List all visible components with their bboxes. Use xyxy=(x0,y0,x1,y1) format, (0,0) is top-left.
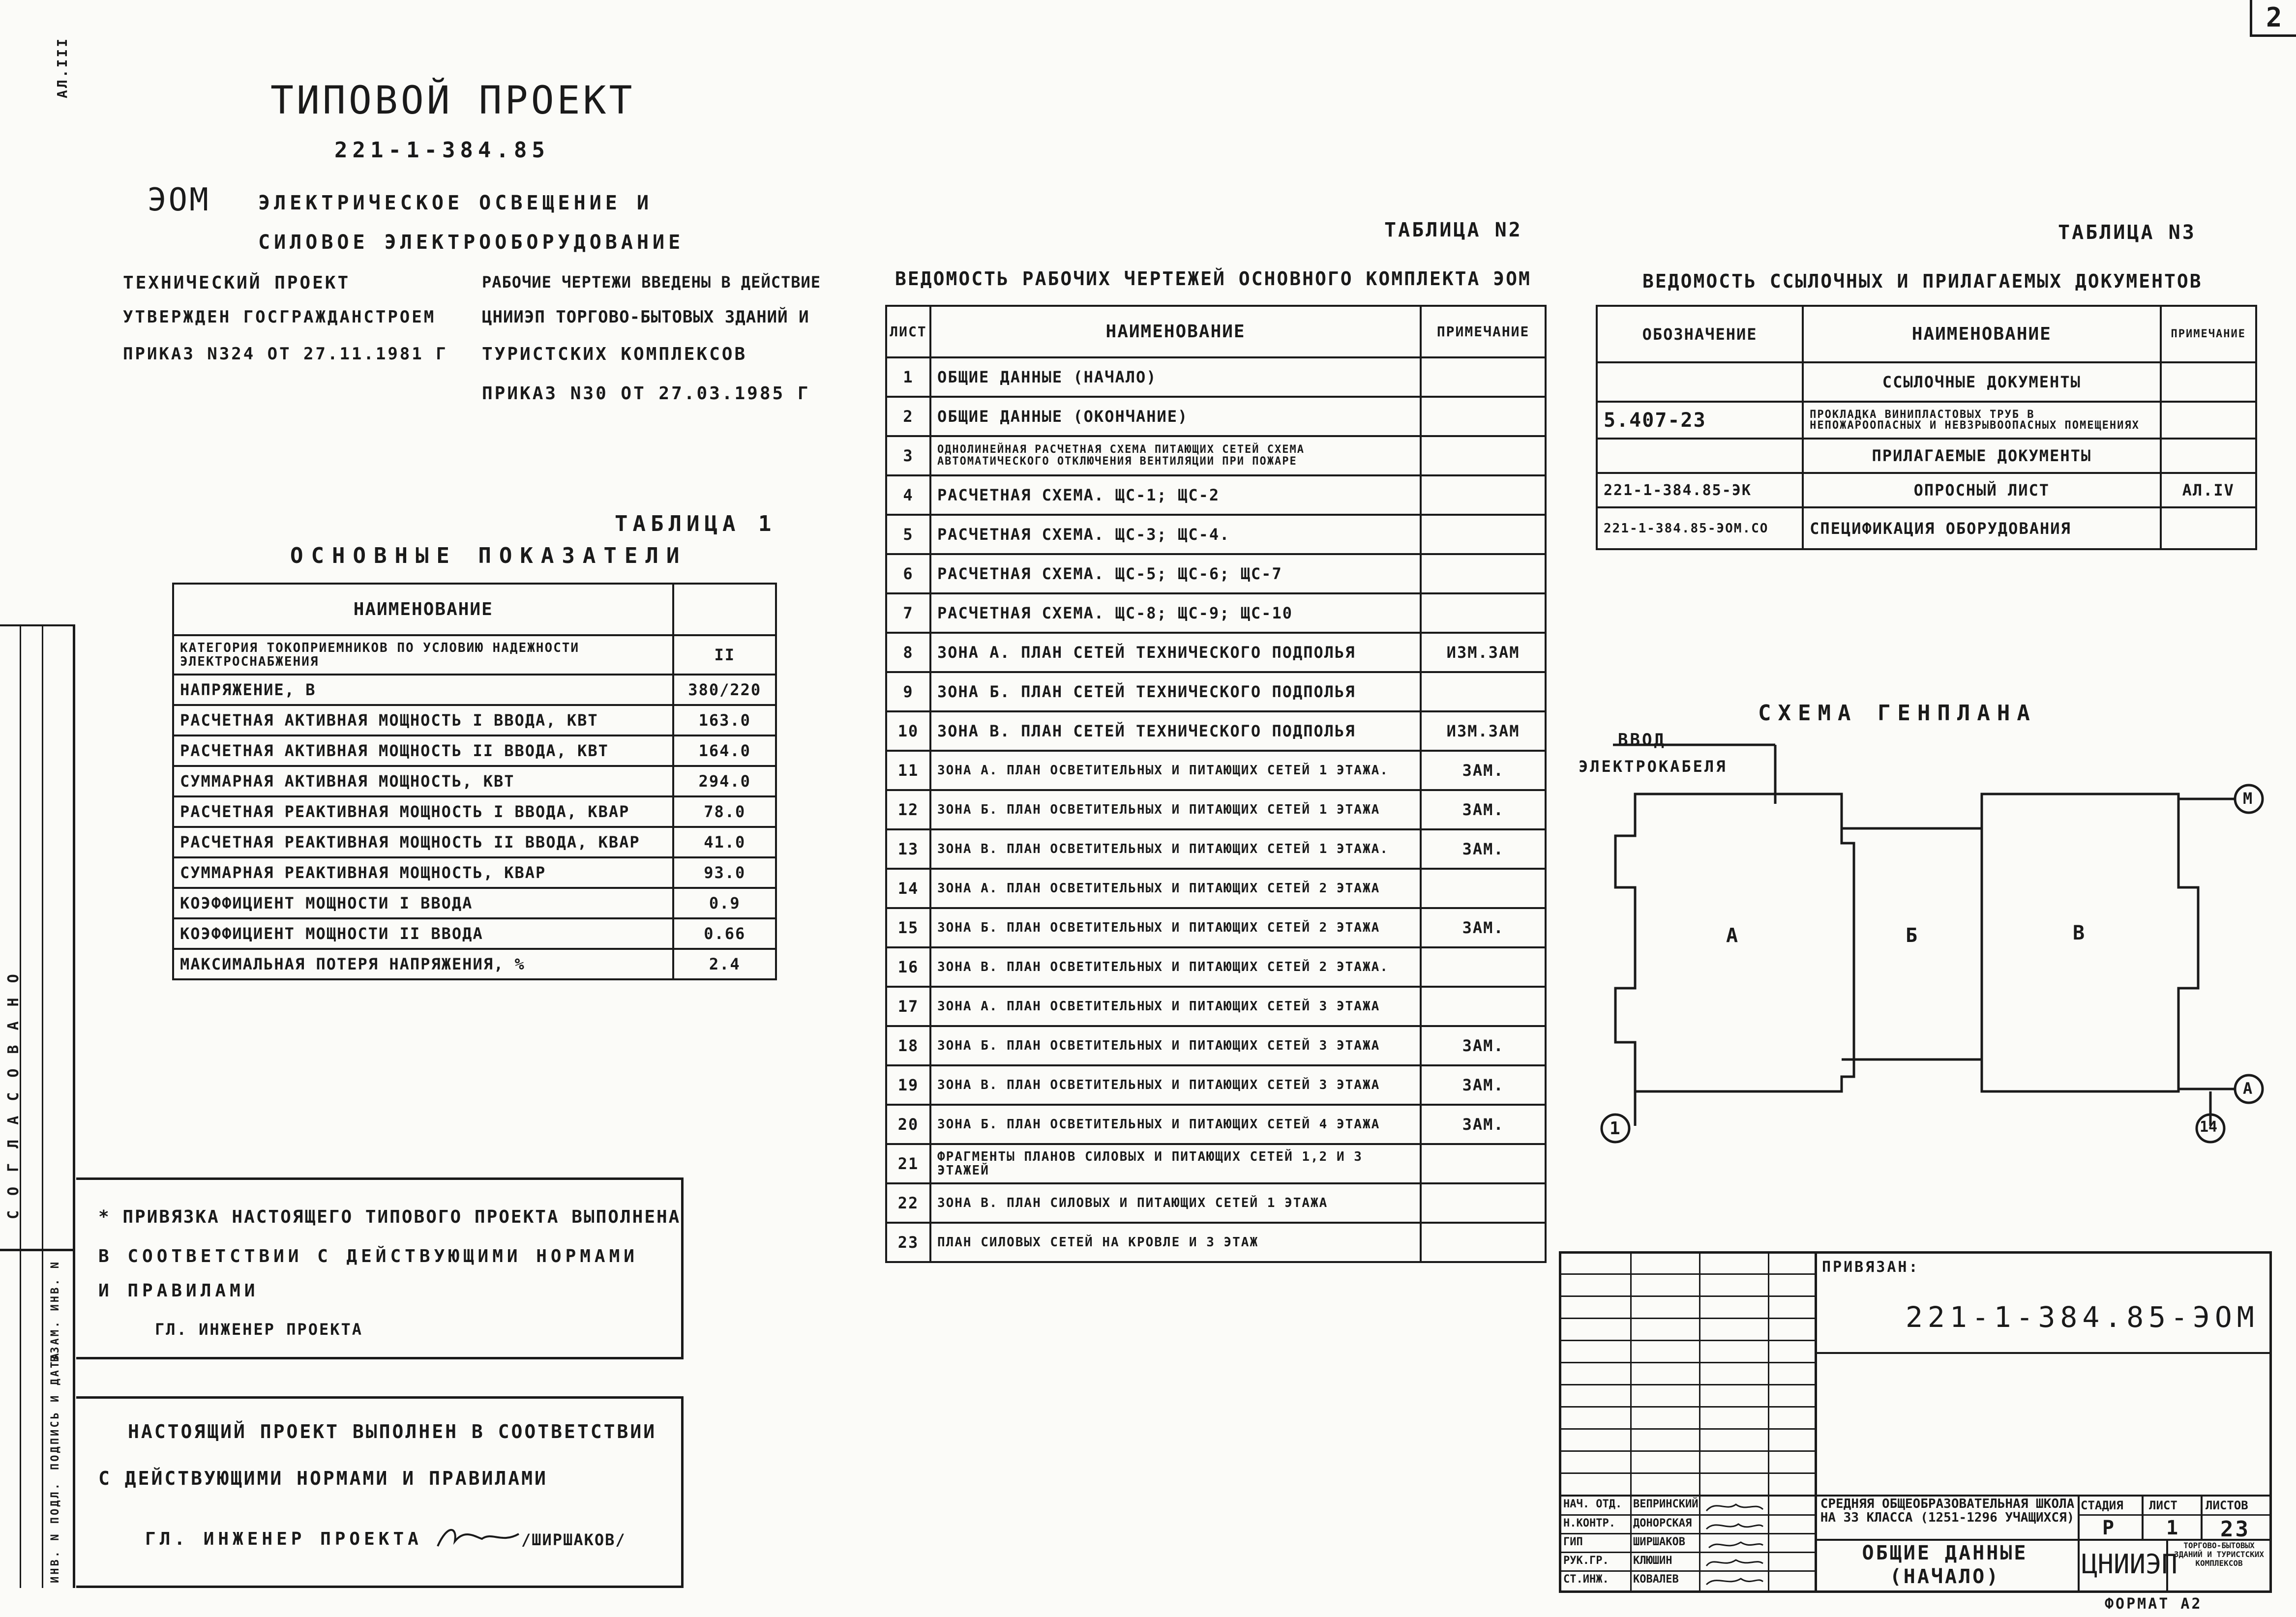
table2-row-note xyxy=(1421,515,1546,554)
project-code: 221-1-384.85 xyxy=(334,138,550,163)
table1-header: НАИМЕНОВАНИЕ xyxy=(173,584,673,635)
table3-att-code: 221-1-384.85-ЭОМ.СО xyxy=(1597,507,1803,549)
table2-row-name: ФРАГМЕНТЫ ПЛАНОВ СИЛОВЫХ И ПИТАЮЩИХ СЕТЕЙ 1,2 И 3 ЭТАЖЕЙ xyxy=(930,1144,1421,1183)
table2-row-note xyxy=(1421,554,1546,593)
table2-row-note: ЗАМ. xyxy=(1421,1065,1546,1105)
table2-header-note: ПРИМЕЧАНИЕ xyxy=(1421,306,1546,357)
note-line-3: И ПРАВИЛАМИ xyxy=(98,1281,259,1301)
table2 xyxy=(885,305,1547,1263)
table2-row-note: ЗАМ. xyxy=(1421,751,1546,790)
table2-row-name: РАСЧЕТНАЯ СХЕМА. ЩС-3; ЩС-4. xyxy=(930,515,1421,554)
table2-row-name: ЗОНА Б. ПЛАН ОСВЕТИТЕЛЬНЫХ И ПИТАЮЩИХ СЕТЕЙ 4 ЭТАЖА xyxy=(930,1105,1421,1144)
table3-att-note xyxy=(2161,507,2256,549)
note-box xyxy=(76,1177,684,1359)
table2-row-sheet: 5 xyxy=(886,515,930,554)
drawings-line-1: РАБОЧИЕ ЧЕРТЕЖИ ВВЕДЕНЫ В ДЕЙСТВИЕ xyxy=(482,273,821,292)
table2-row-sheet: 23 xyxy=(886,1223,930,1262)
table2-row-sheet: 15 xyxy=(886,908,930,947)
table2-row-sheet: 7 xyxy=(886,593,930,633)
table2-row-sheet: 3 xyxy=(886,436,930,475)
table2-row-note: ЗАМ. xyxy=(1421,829,1546,869)
table2-row-name: РАСЧЕТНАЯ СХЕМА. ЩС-5; ЩС-6; ЩС-7 xyxy=(930,554,1421,593)
table2-row-name: ЗОНА А. ПЛАН ОСВЕТИТЕЛЬНЫХ И ПИТАЮЩИХ СЕТЕЙ 2 ЭТАЖА xyxy=(930,869,1421,908)
table1-row-value: 163.0 xyxy=(673,705,776,735)
bound-label: ПРИВЯЗАН: xyxy=(1822,1259,1920,1276)
table2-row-note xyxy=(1421,672,1546,711)
table3 xyxy=(1596,305,2257,550)
doc-code: 221-1-384.85-ЭОМ xyxy=(1906,1300,2259,1334)
sheet-header: ЛИСТ xyxy=(2149,1499,2177,1512)
title-block xyxy=(1559,1251,2272,1593)
axis-label-a: А xyxy=(2243,1079,2255,1098)
input-label-2: ЭЛЕКТРОКАБЕЛЯ xyxy=(1579,757,1728,776)
table2-row-name: ОБЩИЕ ДАННЫЕ (НАЧАЛО) xyxy=(930,357,1421,397)
table2-row-note: ЗАМ. xyxy=(1421,790,1546,829)
table2-row-name: ЗОНА Б. ПЛАН ОСВЕТИТЕЛЬНЫХ И ПИТАЮЩИХ СЕТЕЙ 2 ЭТАЖА xyxy=(930,908,1421,947)
table2-row-sheet: 19 xyxy=(886,1065,930,1105)
table2-row-name: ЗОНА Б. ПЛАН СЕТЕЙ ТЕХНИЧЕСКОГО ПОДПОЛЬЯ xyxy=(930,672,1421,711)
table1-row-name: КОЭФФИЦИЕНТ МОЩНОСТИ II ВВОДА xyxy=(173,918,673,949)
sheets-value: 23 xyxy=(2220,1517,2250,1542)
table1-row-name: СУММАРНАЯ АКТИВНАЯ МОЩНОСТЬ, КВТ xyxy=(173,766,673,796)
table1-row-value: 0.66 xyxy=(673,918,776,949)
axis-label-1: 1 xyxy=(1610,1118,1622,1139)
table2-row-sheet: 10 xyxy=(886,711,930,751)
tech-project-line-2: УТВЕРЖДЕН ГОСГРАЖДАНСТРОЕМ xyxy=(123,307,436,327)
table2-row-sheet: 13 xyxy=(886,829,930,869)
section-code: ЭОМ xyxy=(148,182,210,218)
table1-row-value: 93.0 xyxy=(673,857,776,888)
table2-row-name: ЗОНА А. ПЛАН СЕТЕЙ ТЕХНИЧЕСКОГО ПОДПОЛЬЯ xyxy=(930,633,1421,672)
table3-ref-note xyxy=(2161,402,2256,439)
compliance-signer: ГЛ. ИНЖЕНЕР ПРОЕКТА xyxy=(145,1529,422,1549)
table2-row-sheet: 1 xyxy=(886,357,930,397)
table2-row-name: ЗОНА В. ПЛАН СЕТЕЙ ТЕХНИЧЕСКОГО ПОДПОЛЬЯ xyxy=(930,711,1421,751)
note-line-2: В СООТВЕТСТВИИ С ДЕЙСТВУЮЩИМИ НОРМАМИ xyxy=(98,1246,638,1266)
table1-row-value: 41.0 xyxy=(673,827,776,857)
left-strip xyxy=(0,624,74,1588)
table2-row-sheet: 22 xyxy=(886,1183,930,1223)
table2-row-name: ЗОНА Б. ПЛАН ОСВЕТИТЕЛЬНЫХ И ПИТАЮЩИХ СЕТЕЙ 3 ЭТАЖА xyxy=(930,1026,1421,1065)
table1-row-name: КАТЕГОРИЯ ТОКОПРИЕМНИКОВ ПО УСЛОВИЮ НАДЕЖНОСТИ ЭЛЕКТРОСНАБЖЕНИЯ xyxy=(173,635,673,675)
table1-row-name: НАПРЯЖЕНИЕ, В xyxy=(173,675,673,705)
table2-row-sheet: 6 xyxy=(886,554,930,593)
axis-label-14: 14 xyxy=(2200,1118,2218,1136)
table3-ref-name: ПРОКЛАДКА ВИНИПЛАСТОВЫХ ТРУБ В НЕПОЖАРООПАСНЫХ И НЕВЗРЫВООПАСНЫХ ПОМЕЩЕНИЯХ xyxy=(1803,402,2160,439)
table2-row-sheet: 14 xyxy=(886,869,930,908)
block-label-b: Б xyxy=(1906,924,1920,947)
table2-caption: ВЕДОМОСТЬ РАБОЧИХ ЧЕРТЕЖЕЙ ОСНОВНОГО КОМПЛЕКТА ЭОМ xyxy=(895,268,1531,290)
table1-row-value: 380/220 xyxy=(673,675,776,705)
table2-row-name: ЗОНА В. ПЛАН СИЛОВЫХ И ПИТАЮЩИХ СЕТЕЙ 1 ЭТАЖА xyxy=(930,1183,1421,1223)
table2-row-note: ЗАМ. xyxy=(1421,1026,1546,1065)
site-plan-title: СХЕМА ГЕНПЛАНА xyxy=(1758,701,2037,726)
person-role: СТ.ИНЖ. xyxy=(1563,1573,1609,1586)
table1-row-value: 294.0 xyxy=(673,766,776,796)
sheet-title: ОБЩИЕ ДАННЫЕ (НАЧАЛО) xyxy=(1862,1542,2028,1588)
block-label-a: А xyxy=(1726,924,1740,947)
table2-row-note xyxy=(1421,869,1546,908)
block-label-c: В xyxy=(2073,922,2087,944)
table3-section-att: ПРИЛАГАЕМЫЕ ДОКУМЕНТЫ xyxy=(1803,439,2160,473)
table3-att-code: 221-1-384.85-ЭК xyxy=(1597,473,1803,507)
strip-label-sign: ПОДПИСЬ И ДАТА xyxy=(49,1351,61,1470)
org-name: ЦНИИЭП xyxy=(2082,1549,2178,1580)
table1-row-name: СУММАРНАЯ РЕАКТИВНАЯ МОЩНОСТЬ, КВАР xyxy=(173,857,673,888)
sheet-number: 2 xyxy=(2266,2,2284,33)
table1-row-name: РАСЧЕТНАЯ РЕАКТИВНАЯ МОЩНОСТЬ I ВВОДА, КВАР xyxy=(173,796,673,827)
person-role: ГИП xyxy=(1563,1536,1583,1548)
strip-label-inv: ИНВ. N ПОДЛ. xyxy=(49,1481,61,1583)
person-name: КЛЮШИН xyxy=(1633,1555,1672,1567)
table2-row-sheet: 8 xyxy=(886,633,930,672)
table3-att-note: АЛ.IV xyxy=(2161,473,2256,507)
table1-row-value: 0.9 xyxy=(673,888,776,918)
table2-row-sheet: 12 xyxy=(886,790,930,829)
sheet-number-box xyxy=(2250,0,2296,37)
site-plan-drawing xyxy=(1588,737,2277,1155)
table2-row-sheet: 11 xyxy=(886,751,930,790)
input-label-1: ВВОД xyxy=(1618,730,1666,750)
table2-row-note: ИЗМ.ЗАМ xyxy=(1421,633,1546,672)
table2-row-note xyxy=(1421,357,1546,397)
table3-att-name: СПЕЦИФИКАЦИЯ ОБОРУДОВАНИЯ xyxy=(1803,507,2160,549)
person-role: НАЧ. ОТД. xyxy=(1563,1498,1622,1510)
person-name: КОВАЛЕВ xyxy=(1633,1573,1679,1586)
table2-row-name: ЗОНА Б. ПЛАН ОСВЕТИТЕЛЬНЫХ И ПИТАЮЩИХ СЕТЕЙ 1 ЭТАЖА xyxy=(930,790,1421,829)
signature-shirshakov xyxy=(435,1519,524,1558)
person-name: ВЕПРИНСКИЙ xyxy=(1633,1498,1699,1510)
sheets-header: ЛИСТОВ xyxy=(2206,1499,2248,1512)
table2-row-sheet: 17 xyxy=(886,987,930,1026)
note-line-1: * ПРИВЯЗКА НАСТОЯЩЕГО ТИПОВОГО ПРОЕКТА ВЫПОЛНЕНА xyxy=(98,1207,681,1227)
table1 xyxy=(172,583,777,980)
table2-row-name: ЗОНА В. ПЛАН ОСВЕТИТЕЛЬНЫХ И ПИТАЮЩИХ СЕТЕЙ 2 ЭТАЖА. xyxy=(930,947,1421,987)
table2-row-note xyxy=(1421,1183,1546,1223)
table2-row-name: ПЛАН СИЛОВЫХ СЕТЕЙ НА КРОВЛЕ И 3 ЭТАЖ xyxy=(930,1223,1421,1262)
table3-header-note: ПРИМЕЧАНИЕ xyxy=(2161,306,2256,362)
table2-row-name: ЗОНА В. ПЛАН ОСВЕТИТЕЛЬНЫХ И ПИТАЮЩИХ СЕТЕЙ 1 ЭТАЖА. xyxy=(930,829,1421,869)
table2-row-note: ИЗМ.ЗАМ xyxy=(1421,711,1546,751)
table3-caption: ВЕДОМОСТЬ ССЫЛОЧНЫХ И ПРИЛАГАЕМЫХ ДОКУМЕНТОВ xyxy=(1642,270,2203,292)
table2-row-sheet: 2 xyxy=(886,397,930,436)
sheet-ref: АЛ.III xyxy=(54,36,70,98)
compliance-signer-name: /ШИРШАКОВ/ xyxy=(521,1530,626,1549)
table3-att-name: ОПРОСНЫЙ ЛИСТ xyxy=(1803,473,2160,507)
table1-row-name: КОЭФФИЦИЕНТ МОЩНОСТИ I ВВОДА xyxy=(173,888,673,918)
object-name: СРЕДНЯЯ ОБЩЕОБРАЗОВАТЕЛЬНАЯ ШКОЛА НА 33 КЛАССА (1251-1296 УЧАЩИХСЯ) xyxy=(1820,1497,2075,1525)
table2-row-note xyxy=(1421,947,1546,987)
table2-row-note: ЗАМ. xyxy=(1421,1105,1546,1144)
table1-row-value: 78.0 xyxy=(673,796,776,827)
compliance-box xyxy=(76,1396,684,1588)
table2-row-sheet: 20 xyxy=(886,1105,930,1144)
building-block-c xyxy=(1982,794,2198,1091)
table1-caption: ОСНОВНЫЕ ПОКАЗАТЕЛИ xyxy=(290,543,687,568)
table1-row-value: 164.0 xyxy=(673,735,776,766)
table2-row-name: ОДНОЛИНЕЙНАЯ РАСЧЕТНАЯ СХЕМА ПИТАЮЩИХ СЕТЕЙ СХЕМА АВТОМАТИЧЕСКОГО ОТКЛЮЧЕНИЯ ВЕНТИЛЯЦИИ ПРИ ПОЖАРЕ xyxy=(930,436,1421,475)
agreed-label: СОГЛАСОВАНО xyxy=(5,959,22,1219)
table2-row-name: ЗОНА А. ПЛАН ОСВЕТИТЕЛЬНЫХ И ПИТАЮЩИХ СЕТЕЙ 3 ЭТАЖА xyxy=(930,987,1421,1026)
table2-row-note xyxy=(1421,436,1546,475)
table1-row-name: МАКСИМАЛЬНАЯ ПОТЕРЯ НАПРЯЖЕНИЯ, % xyxy=(173,949,673,979)
table3-header-name: НАИМЕНОВАНИЕ xyxy=(1803,306,2160,362)
axis-label-m: М xyxy=(2243,789,2255,808)
table2-row-note xyxy=(1421,593,1546,633)
format-label: ФОРМАТ А2 xyxy=(2105,1595,2203,1613)
table1-row-value: II xyxy=(673,635,776,675)
drawings-line-3: ТУРИСТСКИХ КОМПЛЕКСОВ xyxy=(482,344,747,364)
compliance-line-2: С ДЕЙСТВУЮЩИМИ НОРМАМИ И ПРАВИЛАМИ xyxy=(98,1468,548,1489)
table3-section-ref: ССЫЛОЧНЫЕ ДОКУМЕНТЫ xyxy=(1803,362,2160,402)
table1-row-value: 2.4 xyxy=(673,949,776,979)
table2-row-note xyxy=(1421,1144,1546,1183)
table2-row-name: ЗОНА А. ПЛАН ОСВЕТИТЕЛЬНЫХ И ПИТАЮЩИХ СЕТЕЙ 1 ЭТАЖА. xyxy=(930,751,1421,790)
table1-label: ТАБЛИЦА 1 xyxy=(615,511,776,536)
note-signer: ГЛ. ИНЖЕНЕР ПРОЕКТА xyxy=(155,1320,363,1339)
table3-label: ТАБЛИЦА N3 xyxy=(2058,221,2196,244)
person-role: РУК.ГР. xyxy=(1563,1555,1609,1567)
person-role: Н.КОНТР. xyxy=(1563,1517,1615,1529)
table2-row-sheet: 16 xyxy=(886,947,930,987)
table2-row-sheet: 9 xyxy=(886,672,930,711)
stage-header: СТАДИЯ xyxy=(2081,1499,2123,1512)
table2-row-sheet: 18 xyxy=(886,1026,930,1065)
drawings-line-4: ПРИКАЗ N30 ОТ 27.03.1985 Г xyxy=(482,383,810,404)
drawings-line-2: ЦНИИЭП ТОРГОВО-БЫТОВЫХ ЗДАНИЙ И xyxy=(482,307,809,327)
table2-row-name: ЗОНА В. ПЛАН ОСВЕТИТЕЛЬНЫХ И ПИТАЮЩИХ СЕТЕЙ 3 ЭТАЖА xyxy=(930,1065,1421,1105)
person-name: ШИРШАКОВ xyxy=(1633,1536,1685,1548)
table2-row-note xyxy=(1421,1223,1546,1262)
tech-project-line-3: ПРИКАЗ N324 ОТ 27.11.1981 Г xyxy=(123,344,448,364)
signatures xyxy=(1701,1497,1765,1590)
stage-value: Р xyxy=(2102,1517,2117,1539)
table1-row-name: РАСЧЕТНАЯ РЕАКТИВНАЯ МОЩНОСТЬ II ВВОДА, КВАР xyxy=(173,827,673,857)
compliance-line-1: НАСТОЯЩИЙ ПРОЕКТ ВЫПОЛНЕН В СООТВЕТСТВИИ xyxy=(128,1421,657,1442)
org-subtitle: ТОРГОВО-БЫТОВЫХ ЗДАНИЙ И ТУРИСТСКИХ КОМПЛЕКСОВ xyxy=(2174,1541,2265,1568)
table2-header-name: НАИМЕНОВАНИЕ xyxy=(930,306,1421,357)
table2-row-name: РАСЧЕТНАЯ СХЕМА. ЩС-8; ЩС-9; ЩС-10 xyxy=(930,593,1421,633)
table2-header-sheet: ЛИСТ xyxy=(886,306,930,357)
section-line-2: СИЛОВОЕ ЭЛЕКТРООБОРУДОВАНИЕ xyxy=(258,231,685,254)
table3-ref-code: 5.407-23 xyxy=(1597,402,1803,439)
table2-row-name: РАСЧЕТНАЯ СХЕМА. ЩС-1; ЩС-2 xyxy=(930,475,1421,515)
table1-row-name: РАСЧЕТНАЯ АКТИВНАЯ МОЩНОСТЬ II ВВОДА, КВТ xyxy=(173,735,673,766)
table2-row-name: ОБЩИЕ ДАННЫЕ (ОКОНЧАНИЕ) xyxy=(930,397,1421,436)
strip-label-replace: ВЗАМ. ИНВ. N xyxy=(49,1260,61,1362)
table2-row-note: ЗАМ. xyxy=(1421,908,1546,947)
table2-row-note xyxy=(1421,397,1546,436)
tech-project-line-1: ТЕХНИЧЕСКИЙ ПРОЕКТ xyxy=(123,273,351,293)
table3-header-code: ОБОЗНАЧЕНИЕ xyxy=(1597,306,1803,362)
table2-row-note xyxy=(1421,475,1546,515)
table2-row-sheet: 4 xyxy=(886,475,930,515)
sheet-value: 1 xyxy=(2166,1517,2180,1539)
table2-row-sheet: 21 xyxy=(886,1144,930,1183)
person-name: ДОНОРСКАЯ xyxy=(1633,1517,1692,1529)
section-line-1: ЭЛЕКТРИЧЕСКОЕ ОСВЕЩЕНИЕ И xyxy=(258,192,653,214)
table1-row-name: РАСЧЕТНАЯ АКТИВНАЯ МОЩНОСТЬ I ВВОДА, КВТ xyxy=(173,705,673,735)
table2-label: ТАБЛИЦА N2 xyxy=(1384,219,1522,241)
project-title: ТИПОВОЙ ПРОЕКТ xyxy=(270,79,635,123)
table2-row-note xyxy=(1421,987,1546,1026)
